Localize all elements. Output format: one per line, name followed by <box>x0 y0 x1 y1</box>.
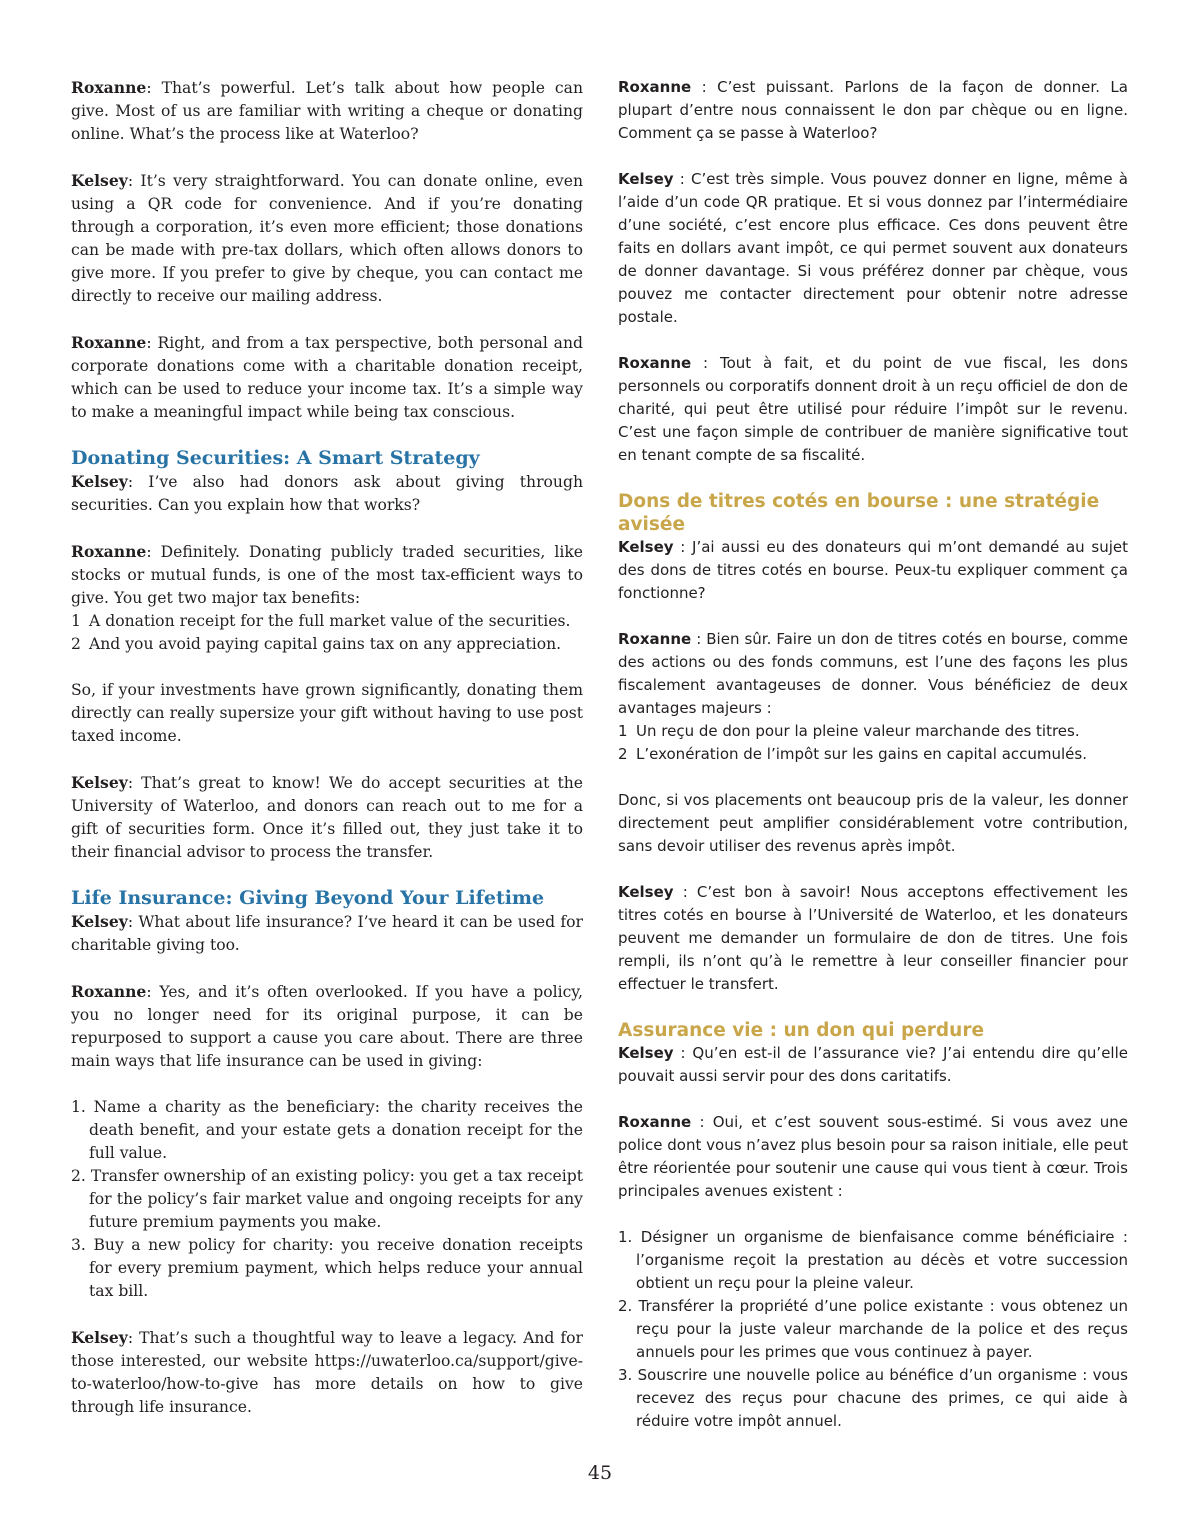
paragraph <box>618 1042 1128 1088</box>
paragraph <box>71 76 583 146</box>
speaker-name: Kelsey <box>71 1328 128 1347</box>
paragraph <box>71 1326 583 1419</box>
list-text: Buy a new policy for charity: you receive donation receipts for every premium payment, which helps reduce your annual tax bill. <box>89 1236 583 1300</box>
speaker-name: Kelsey <box>71 171 128 190</box>
life-insurance-ways-list <box>71 1096 583 1303</box>
paragraph <box>71 169 583 308</box>
speaker-name: Roxanne <box>71 78 147 97</box>
paragraph-text: : Oui, et c’est souvent sous-estimé. Si vous avez une police dont vous n’avez plus besoin pour sa raison initiale, elle peut être réorientée pour soutenir une cause qui vous tient à cœur. Trois principales avenues existent : <box>618 1113 1128 1200</box>
paragraph-text: : C’est puissant. Parlons de la façon de donner. La plupart d’entre nous connaissent le don par chèque ou en ligne. Comment ça se passe à Waterloo? <box>618 78 1128 142</box>
list-item <box>71 633 583 656</box>
list-number: 2 <box>71 635 81 653</box>
paragraph-text: : I’ve also had donors ask about giving through securities. Can you explain how that works? <box>71 473 583 514</box>
speaker-name: Kelsey <box>618 170 674 188</box>
list-text: Souscrire une nouvelle police au bénéfice d’un organisme : vous recevez des reçus pour chacune des primes, ce qui aide à réduire votre impôt annuel. <box>636 1366 1128 1430</box>
paragraph-text: : That’s great to know! We do accept securities at the University of Waterloo, and donors can reach out to me for a gift of securities form. Once it’s filled out, they just take it to their financial advisor to process the transfer. <box>71 774 583 861</box>
list-number: 2 <box>618 745 628 763</box>
list-text: And you avoid paying capital gains tax on any appreciation. <box>89 635 562 653</box>
paragraph <box>71 331 583 424</box>
paragraph <box>71 470 583 517</box>
speaker-name: Kelsey <box>618 883 674 901</box>
speaker-name: Roxanne <box>71 982 147 1001</box>
paragraph-text: : Right, and from a tax perspective, both personal and corporate donations come with a charitable donation receipt, which can be used to reduce your income tax. It’s a simple way to make a meaningful impact while being tax conscious. <box>71 334 583 421</box>
list-text: Un reçu de don pour la pleine valeur marchande des titres. <box>636 722 1080 740</box>
speaker-name: Kelsey <box>71 912 128 931</box>
paragraph-text: : That’s powerful. Let’s talk about how people can give. Most of us are familiar with writing a cheque or donating online. What’s the process like at Waterloo? <box>71 79 583 143</box>
paragraph-text: : What about life insurance? I’ve heard it can be used for charitable giving too. <box>71 913 583 954</box>
paragraph-text: : Tout à fait, et du point de vue fiscal, les dons personnels ou corporatifs donnent droit à un reçu officiel de don de charité, qui peut être utilisé pour réduire l’impôt sur le revenu. C’est une façon simple de contribuer de manière significative tout en tenant compte de sa fiscalité. <box>618 354 1128 464</box>
paragraph: So, if your investments have grown significantly, donating them directly can really supersize your gift without having to use post taxed income. <box>71 681 583 745</box>
paragraph <box>618 536 1128 605</box>
tax-benefits-list <box>618 720 1128 766</box>
list-number: 2. <box>618 1297 633 1315</box>
list-number: 3. <box>71 1236 86 1254</box>
paragraph <box>71 980 583 1073</box>
paragraph <box>71 910 583 957</box>
paragraph-text: : Definitely. Donating publicly traded securities, like stocks or mutual funds, is one of the most tax-efficient ways to give. You get two major tax benefits: <box>71 543 583 607</box>
speaker-name: Roxanne <box>618 1113 692 1131</box>
speaker-name: Kelsey <box>618 1044 674 1062</box>
english-column <box>71 76 583 1442</box>
paragraph: Donc, si vos placements ont beaucoup pris de la valeur, les donner directement peut amplifier considérablement votre contribution, sans devoir utiliser des revenus après impôt. <box>618 791 1128 855</box>
list-text: A donation receipt for the full market value of the securities. <box>89 612 571 630</box>
paragraph-text: : J’ai aussi eu des donateurs qui m’ont demandé au sujet des dons de titres cotés en bourse. Peux-tu expliquer comment ça fonctionne? <box>618 538 1128 602</box>
paragraph-text: : C’est très simple. Vous pouvez donner en ligne, même à l’aide d’un code QR pratique. Et si vous donnez par l’intermédiaire d’une société, c’est encore plus efficace. Ces dons peuvent être faits en dollars avant impôt, ce qui permet souvent aux donateurs de donner davantage. Si vous préférez donner par chèque, vous pouvez me contacter directement pour obtenir notre adresse postale. <box>618 170 1128 326</box>
list-item <box>71 1096 583 1165</box>
list-text: Transférer la propriété d’une police existante : vous obtenez un reçu pour la juste valeur marchande de la police et des reçus annuels pour les primes que vous continuez à payer. <box>636 1297 1128 1361</box>
list-item <box>618 1364 1128 1433</box>
speaker-name: Kelsey <box>71 773 128 792</box>
list-text: Name a charity as the beneficiary: the charity receives the death benefit, and your estate gets a donation receipt for the full value. <box>89 1098 583 1162</box>
paragraph-text: : C’est bon à savoir! Nous acceptons effectivement les titres cotés en bourse à l’Université de Waterloo, et les donateurs peuvent me demander un formulaire de don de titres. Une fois rempli, ils n’ont qu’à le remettre à leur conseiller financier pour effectuer le transfert. <box>618 883 1128 993</box>
list-number: 1 <box>71 612 81 630</box>
section-heading-life-insurance: Assurance vie : un don qui perdure <box>618 1020 985 1041</box>
paragraph <box>618 628 1128 720</box>
speaker-name: Roxanne <box>618 354 692 372</box>
section-heading-life-insurance: Life Insurance: Giving Beyond Your Lifetime <box>71 887 545 909</box>
paragraph <box>618 1111 1128 1203</box>
list-number: 1. <box>71 1098 86 1116</box>
speaker-name: Roxanne <box>618 78 692 96</box>
speaker-name: Kelsey <box>71 472 128 491</box>
paragraph <box>71 771 583 864</box>
tax-benefits-list <box>71 610 583 656</box>
list-number: 1. <box>618 1228 633 1246</box>
list-item <box>71 610 583 633</box>
list-number: 2. <box>71 1167 86 1185</box>
list-number: 3. <box>618 1366 633 1384</box>
list-item <box>71 1234 583 1303</box>
speaker-name: Roxanne <box>618 630 692 648</box>
list-text: Désigner un organisme de bienfaisance comme bénéficiaire : l’organisme reçoit la prestation au décès et votre succession obtient un reçu pour la pleine valeur. <box>636 1228 1128 1292</box>
list-item <box>618 1226 1128 1295</box>
speaker-name: Kelsey <box>618 538 674 556</box>
list-text: L’exonération de l’impôt sur les gains en capital accumulés. <box>636 745 1087 763</box>
paragraph-text: : That’s such a thoughtful way to leave a legacy. And for those interested, our website https://uwaterloo.ca/support/give-to-waterloo/how-to-give has more details on how to give through life insurance. <box>71 1329 583 1416</box>
list-text: Transfer ownership of an existing policy: you get a tax receipt for the policy’s fair market value and ongoing receipts for any future premium payments you make. <box>89 1167 583 1231</box>
speaker-name: Roxanne <box>71 542 147 561</box>
paragraph <box>618 881 1128 996</box>
list-item <box>618 720 1128 743</box>
life-insurance-ways-list <box>618 1226 1128 1433</box>
list-item <box>618 743 1128 766</box>
paragraph <box>71 540 583 610</box>
french-column <box>618 76 1128 1456</box>
list-item <box>618 1295 1128 1364</box>
list-item <box>71 1165 583 1234</box>
section-heading-securities: Donating Securities: A Smart Strategy <box>71 447 480 469</box>
speaker-name: Roxanne <box>71 333 147 352</box>
paragraph-text: : Qu’en est-il de l’assurance vie? J’ai entendu dire qu’elle pouvait aussi servir pour des dons caritatifs. <box>618 1044 1128 1085</box>
paragraph <box>618 76 1128 145</box>
paragraph <box>618 352 1128 467</box>
paragraph-text: : Yes, and it’s often overlooked. If you have a policy, you no longer need for its original purpose, it can be repurposed to support a cause you care about. There are three main ways that life insurance can be used in giving: <box>71 983 583 1070</box>
paragraph-text: : Bien sûr. Faire un don de titres cotés en bourse, comme des actions ou des fonds communs, est l’une des façons les plus fiscalement avantageuses de donner. Vous bénéficiez de deux avantages majeurs : <box>618 630 1128 717</box>
page-number: 45 <box>587 1462 613 1484</box>
section-heading-securities: Dons de titres cotés en bourse : une stratégie avisée <box>618 491 1100 535</box>
paragraph <box>618 168 1128 329</box>
paragraph-text: : It’s very straightforward. You can donate online, even using a QR code for convenience. And if you’re donating through a corporation, it’s even more efficient; those donations can be made with pre-tax dollars, which often allows donors to give more. If you prefer to give by cheque, you can contact me directly to receive our mailing address. <box>71 172 583 305</box>
list-number: 1 <box>618 722 628 740</box>
